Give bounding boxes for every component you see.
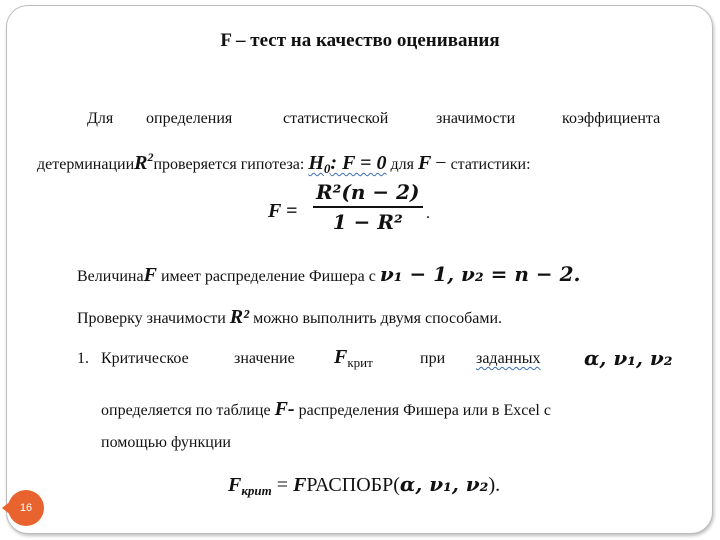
- para1-word-2: определения: [146, 110, 233, 127]
- slide-title: F – тест на качество оценивания: [220, 30, 500, 51]
- item1-line2a: определяется по таблице: [101, 402, 271, 419]
- formula-period: .: [426, 205, 430, 222]
- formula2-func: РАСПОБР(: [306, 474, 400, 496]
- item1-word-3: при: [420, 350, 446, 367]
- page-number-badge: [8, 490, 44, 526]
- item1-line3: помощью функции: [101, 434, 231, 451]
- para3: [77, 306, 502, 329]
- formula2-eq: =: [276, 474, 289, 496]
- formula-denominator: 1 − R²: [332, 210, 403, 234]
- para3-r2: R²: [229, 306, 250, 328]
- item1-line2: [101, 398, 551, 421]
- item1-number: 1.: [77, 350, 89, 367]
- para1-word-1: Для: [87, 110, 114, 127]
- formula2-f: F: [293, 474, 307, 496]
- determination-label: детерминации: [37, 156, 135, 173]
- formula2-end: ).: [488, 474, 501, 496]
- item1-params: α, ν₁, ν₂: [584, 346, 673, 370]
- formula2-args: α, ν₁, ν₂: [399, 472, 489, 496]
- hypothesis-text: проверяется гипотеза:: [153, 156, 305, 173]
- page-number: 16: [19, 502, 33, 514]
- item1-word-4: заданных: [476, 350, 541, 367]
- item1-word-2: значение: [234, 350, 295, 367]
- item1-f-dist: F-: [274, 398, 295, 420]
- for-label: для: [390, 156, 414, 173]
- para3-text: Проверку значимости: [77, 310, 226, 327]
- formula-lhs: F =: [268, 200, 298, 222]
- para2-text: Величина: [77, 268, 144, 285]
- para2-params: ν₁ − 1, ν₂ = n − 2.: [379, 262, 581, 286]
- statistics-label: статистики:: [450, 156, 531, 173]
- para1-line2: [37, 150, 531, 177]
- formula-numerator: R²(n − 2): [316, 180, 420, 204]
- dash-symbol: −: [435, 152, 447, 174]
- para2-rest: имеет распределение Фишера с: [160, 268, 376, 285]
- f-symbol: F: [417, 152, 432, 174]
- formula-fraction: [312, 180, 423, 234]
- para1-word-4: значимости: [436, 110, 516, 127]
- para2-f: F: [143, 264, 157, 286]
- hypothesis-h0: $H_0$: F = 0: [308, 152, 387, 176]
- item1-word-1: Критическое: [101, 350, 189, 367]
- para3-rest: можно выполнить двумя способами.: [253, 310, 503, 327]
- item1-fcrit: $F_{крит}$: [334, 346, 373, 370]
- r-squared: $R^2$: [134, 150, 154, 174]
- para1-word-3: статистической: [283, 110, 389, 127]
- formula2-fcrit: $F_{крит}$: [228, 474, 272, 498]
- formula2: [228, 472, 500, 499]
- para1-word-5: коэффициента: [562, 110, 661, 127]
- para2: [77, 262, 580, 287]
- item1-line2b: распределения Фишера или в Excel с: [298, 402, 551, 419]
